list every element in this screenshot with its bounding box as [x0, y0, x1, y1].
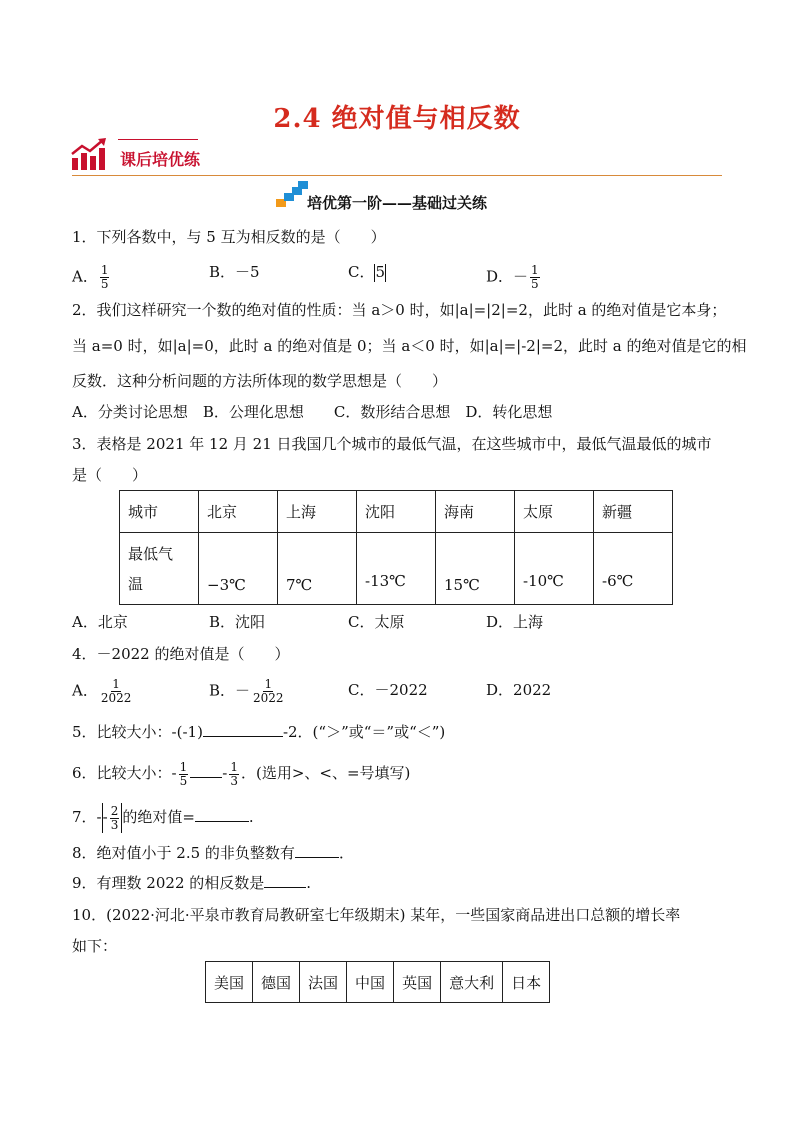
table-cell: 太原 [515, 491, 594, 533]
option-c: C．－2022 [348, 681, 428, 699]
question-6: 6．比较大小：- $\frac{1}{5}$ - $\frac{1}{3}$ ．(选用>、<、=号填写) [72, 759, 411, 788]
option-d: D．－ $\frac{1}{5}$ [486, 263, 539, 291]
question-1-stem: 1．下列各数中，与 5 互为相反数的是（ ） [72, 228, 386, 246]
table-cell: 德国 [253, 962, 300, 1003]
option-a: A． $\frac{1}{5}$ [72, 263, 109, 291]
table-cell: 沈阳 [357, 491, 436, 533]
option-a: A．北京 [72, 613, 128, 631]
question-7: 7．-- $\frac{2}{3}$ 的绝对值= . [72, 803, 254, 832]
option-d: D．2022 [486, 681, 552, 699]
table-cell: 意大利 [441, 962, 503, 1003]
table-cell: -13℃ [357, 533, 436, 605]
table-cell: 日本 [503, 962, 550, 1003]
question-8: 8．绝对值小于 2.5 的非负整数有 ． [72, 844, 354, 862]
table-cell: 中国 [347, 962, 394, 1003]
growth-rate-table [205, 961, 550, 1003]
table-cell: 城市 [120, 491, 199, 533]
header-divider [72, 175, 722, 176]
option-c: C．太原 [348, 613, 405, 631]
table-header-row [120, 491, 673, 533]
question-3-line-1: 3．表格是 2021 年 12 月 21 日我国几个城市的最低气温，在这些城市中，最低气温最低的城市 [72, 435, 712, 453]
table-cell: 美国 [206, 962, 253, 1003]
option-c: C．5 [348, 263, 386, 281]
question-10-line-1: 10．(2022·河北·平泉市教育局教研室七年级期末) 某年，一些国家商品进出口总额的增长率 [72, 906, 681, 924]
question-3-options [72, 612, 722, 634]
table-cell: 7℃ [278, 533, 357, 605]
option-a: A． $\frac{1}{2022}$ [72, 677, 132, 705]
question-9: 9．有理数 2022 的相反数是 . [72, 874, 312, 892]
table-cell: -6℃ [594, 533, 673, 605]
page-title: 2.4 绝对值与相反数 [273, 104, 521, 134]
section-label: 课后培优练 [120, 150, 201, 169]
table-cell: 新疆 [594, 491, 673, 533]
temperature-table [119, 490, 673, 605]
table-cell: 上海 [278, 491, 357, 533]
section-title: 培优第一阶——基础过关练 [306, 194, 487, 212]
question-1-options [72, 258, 722, 291]
table-cell: 法国 [300, 962, 347, 1003]
table-cell: 北京 [199, 491, 278, 533]
question-2-options: A．分类讨论思想 B．公理化思想 C．数形结合思想 D．转化思想 [72, 403, 553, 421]
option-b: B．沈阳 [209, 613, 266, 631]
question-2-line-3: 反数．这种分析问题的方法所体现的数学思想是（ ） [72, 372, 448, 390]
option-b: B．－ $\frac{1}{2022}$ [209, 677, 284, 705]
question-2-line-2: 当 a=0 时，如|a|=0，此时 a 的绝对值是 0；当 a＜0 时，如|a|=|-2|=2，此时 a 的绝对值是它的相 [72, 337, 747, 355]
option-d: D．上海 [486, 613, 544, 631]
answer-blank[interactable] [190, 763, 222, 778]
table-cell: −3℃ [199, 533, 278, 605]
answer-blank[interactable] [264, 873, 306, 888]
table-header-row [206, 962, 550, 1003]
question-10-line-2: 如下： [72, 937, 118, 955]
question-3-line-2: 是（ ） [72, 466, 148, 484]
question-5: 5．比较大小：-(-1) -2．(“＞”或“＝”或“＜”) [72, 723, 446, 741]
table-row [120, 533, 673, 605]
table-cell: 海南 [436, 491, 515, 533]
option-b: B．－5 [209, 263, 260, 281]
question-2-line-1: 2．我们这样研究一个数的绝对值的性质：当 a＞0 时，如|a|=|2|=2，此时 a 的绝对值是它本身； [72, 301, 727, 319]
growth-chart-icon [70, 136, 110, 172]
table-cell: 15℃ [436, 533, 515, 605]
question-4-options [72, 674, 722, 708]
question-4-stem: 4．－2022 的绝对值是（ ） [72, 645, 290, 663]
answer-blank[interactable] [295, 843, 339, 858]
answer-blank[interactable] [195, 807, 249, 822]
header-accent-line [118, 139, 198, 140]
table-cell: 最低气 温 [120, 533, 199, 605]
table-cell: 英国 [394, 962, 441, 1003]
answer-blank[interactable] [203, 722, 283, 737]
table-cell: -10℃ [515, 533, 594, 605]
